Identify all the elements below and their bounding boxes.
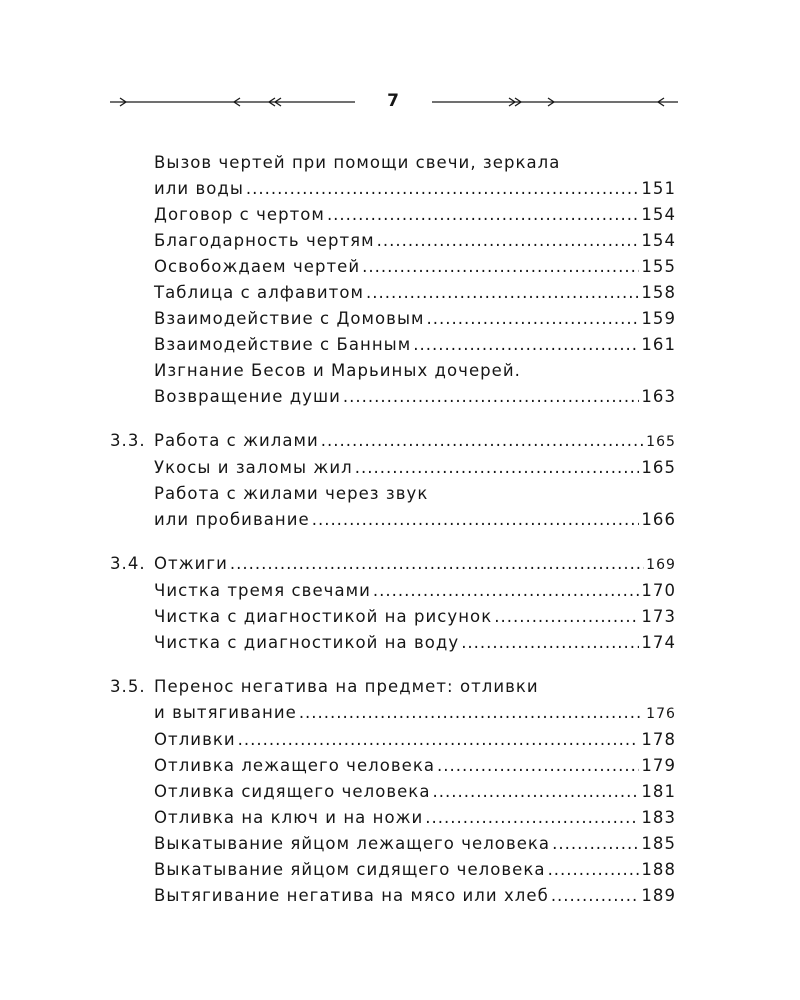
toc-entry-line bbox=[154, 674, 676, 700]
toc-entry[interactable] bbox=[154, 228, 676, 254]
toc-entry[interactable] bbox=[154, 831, 676, 857]
toc-entry-text bbox=[154, 306, 676, 332]
toc-entry-title: Отливка сидящего человека bbox=[154, 782, 431, 801]
toc-entry-line bbox=[154, 358, 676, 384]
table-of-contents bbox=[110, 150, 676, 909]
toc-entry-text bbox=[154, 428, 676, 455]
toc-page-number: 154 bbox=[641, 231, 676, 250]
toc-entry-title: Работа с жилами через звук bbox=[154, 484, 429, 503]
toc-section-entry[interactable] bbox=[110, 428, 676, 455]
dot-leader bbox=[366, 280, 639, 306]
toc-entry-title: Возвращение души bbox=[154, 387, 341, 406]
toc-entry-line bbox=[154, 150, 676, 176]
toc-entry-line bbox=[154, 428, 676, 455]
dot-leader bbox=[238, 727, 640, 753]
dot-leader bbox=[299, 700, 644, 726]
toc-entry[interactable] bbox=[154, 150, 676, 202]
page-header bbox=[110, 90, 680, 114]
toc-entry-line bbox=[154, 551, 676, 578]
dot-leader bbox=[343, 384, 639, 410]
toc-section-number: 3.5. bbox=[110, 677, 146, 696]
toc-page-number: 159 bbox=[641, 309, 676, 328]
dot-leader bbox=[327, 202, 639, 228]
toc-entry-title: Взаимодействие с Домовым bbox=[154, 309, 425, 328]
toc-entry-text bbox=[154, 228, 676, 254]
toc-entry[interactable] bbox=[154, 455, 676, 481]
toc-section-number: 3.4. bbox=[110, 554, 146, 573]
toc-entry[interactable] bbox=[154, 578, 676, 604]
dot-leader bbox=[321, 428, 644, 454]
toc-entry-line bbox=[154, 332, 676, 358]
toc-page-number: 165 bbox=[641, 458, 676, 477]
toc-entry-title: Укосы и заломы жил bbox=[154, 458, 353, 477]
toc-page-number: 166 bbox=[641, 510, 676, 529]
toc-entry-text bbox=[154, 280, 676, 306]
toc-entry-text bbox=[154, 630, 676, 656]
toc-entry[interactable] bbox=[154, 753, 676, 779]
toc-page-number: 176 bbox=[646, 706, 676, 722]
dot-leader bbox=[246, 176, 639, 202]
toc-entry-line bbox=[154, 280, 676, 306]
toc-entry-line bbox=[154, 228, 676, 254]
toc-entry-line bbox=[154, 384, 676, 410]
toc-entry-title: Чистка с диагностикой на воду bbox=[154, 633, 460, 652]
toc-page-number: 151 bbox=[641, 179, 676, 198]
toc-page-number: 163 bbox=[641, 387, 676, 406]
toc-entry-text bbox=[154, 202, 676, 228]
dot-leader bbox=[437, 753, 639, 779]
toc-entry-title: Отливка лежащего человека bbox=[154, 756, 436, 775]
toc-entry-line bbox=[154, 727, 676, 753]
toc-entry-title: Отжиги bbox=[154, 554, 228, 573]
toc-entry-title: Взаимодействие с Банным bbox=[154, 335, 412, 354]
toc-page-number: 158 bbox=[641, 283, 676, 302]
toc-entry-title: Чистка с диагностикой на рисунок bbox=[154, 607, 493, 626]
toc-entry-title: и вытягивание bbox=[154, 703, 297, 722]
toc-page-number: 169 bbox=[646, 557, 676, 573]
toc-entry-text bbox=[154, 254, 676, 280]
toc-entry-text bbox=[154, 805, 676, 831]
toc-entry-text bbox=[154, 831, 676, 857]
toc-entry-title: Перенос негатива на предмет: отливки bbox=[154, 677, 539, 696]
toc-entry-text bbox=[154, 332, 676, 358]
toc-entry-line bbox=[154, 254, 676, 280]
toc-entry-title: Выкатывание яйцом лежащего человека bbox=[154, 834, 551, 853]
toc-section-number: 3.3. bbox=[110, 431, 146, 450]
dot-leader bbox=[433, 779, 640, 805]
toc-entry-title: или пробивание bbox=[154, 510, 310, 529]
toc-entry-line bbox=[154, 455, 676, 481]
dot-leader bbox=[312, 507, 640, 533]
toc-entry-title: Отливки bbox=[154, 730, 236, 749]
dot-leader bbox=[373, 578, 639, 604]
toc-entry-line bbox=[154, 306, 676, 332]
toc-entry-text bbox=[154, 604, 676, 630]
toc-page-number: 174 bbox=[641, 633, 676, 652]
toc-page-number: 170 bbox=[641, 581, 676, 600]
toc-entry-text bbox=[154, 150, 676, 202]
toc-entry-title: Выкатывание яйцом сидящего человека bbox=[154, 860, 546, 879]
toc-entry-line bbox=[154, 507, 676, 533]
toc-entry-title: Чистка тремя свечами bbox=[154, 581, 371, 600]
dot-leader bbox=[427, 306, 640, 332]
toc-page-number: 178 bbox=[641, 730, 676, 749]
toc-entry-line bbox=[154, 481, 676, 507]
toc-entry-title: Изгнание Бесов и Марьиных дочерей. bbox=[154, 361, 521, 380]
toc-page-number: 161 bbox=[641, 335, 676, 354]
toc-entry-line bbox=[154, 883, 676, 909]
toc-entry-line bbox=[154, 700, 676, 727]
toc-page-number: 154 bbox=[641, 205, 676, 224]
toc-page-number: 179 bbox=[641, 756, 676, 775]
toc-entry-line bbox=[154, 176, 676, 202]
toc-entry[interactable] bbox=[154, 332, 676, 358]
dot-leader bbox=[230, 551, 644, 577]
toc-entry[interactable] bbox=[154, 481, 676, 533]
toc-page-number: 189 bbox=[641, 886, 676, 905]
dot-leader bbox=[548, 857, 640, 883]
toc-entry[interactable] bbox=[154, 883, 676, 909]
toc-entry-text bbox=[154, 674, 676, 727]
toc-entry[interactable] bbox=[154, 604, 676, 630]
toc-entry-title: Работа с жилами bbox=[154, 431, 319, 450]
toc-entry-line bbox=[154, 578, 676, 604]
toc-page-number: 183 bbox=[641, 808, 676, 827]
dot-leader bbox=[362, 254, 639, 280]
toc-entry-text bbox=[154, 551, 676, 578]
toc-entry-title: Освобождаем чертей bbox=[154, 257, 361, 276]
dot-leader bbox=[551, 883, 640, 909]
toc-entry[interactable] bbox=[154, 857, 676, 883]
toc-entry-text bbox=[154, 779, 676, 805]
toc-entry-text bbox=[154, 578, 676, 604]
toc-entry-text bbox=[154, 727, 676, 753]
toc-entry-text bbox=[154, 753, 676, 779]
toc-entry-line bbox=[154, 857, 676, 883]
toc-section-entry[interactable] bbox=[110, 674, 676, 727]
dot-leader bbox=[494, 604, 639, 630]
toc-entry[interactable] bbox=[154, 254, 676, 280]
toc-entry[interactable] bbox=[154, 202, 676, 228]
dot-leader bbox=[377, 228, 640, 254]
toc-entry-title: Благодарность чертям bbox=[154, 231, 375, 250]
toc-entry-line bbox=[154, 202, 676, 228]
toc-page-number: 181 bbox=[641, 782, 676, 801]
toc-entry-title: Таблица с алфавитом bbox=[154, 283, 364, 302]
toc-entry-line bbox=[154, 604, 676, 630]
toc-entry[interactable] bbox=[154, 779, 676, 805]
page-number: 7 bbox=[387, 91, 399, 111]
dot-leader bbox=[413, 332, 639, 358]
toc-entry-text bbox=[154, 883, 676, 909]
toc-page-number: 155 bbox=[641, 257, 676, 276]
toc-entry[interactable] bbox=[154, 727, 676, 753]
toc-page-number: 165 bbox=[646, 434, 676, 450]
toc-entry[interactable] bbox=[154, 306, 676, 332]
toc-entry-text bbox=[154, 857, 676, 883]
toc-entry-text bbox=[154, 358, 676, 410]
dot-leader bbox=[461, 630, 639, 656]
toc-entry-line bbox=[154, 753, 676, 779]
dot-leader bbox=[425, 805, 639, 831]
toc-page-number: 188 bbox=[641, 860, 676, 879]
toc-entry-title: Договор с чертом bbox=[154, 205, 325, 224]
toc-section-entry[interactable] bbox=[110, 551, 676, 578]
toc-entry-title: Вытягивание негатива на мясо или хлеб bbox=[154, 886, 549, 905]
toc-entry-line bbox=[154, 630, 676, 656]
toc-entry-line bbox=[154, 805, 676, 831]
toc-entry[interactable] bbox=[154, 630, 676, 656]
toc-entry-line bbox=[154, 831, 676, 857]
toc-entry-title: или воды bbox=[154, 179, 244, 198]
toc-entry-line bbox=[154, 779, 676, 805]
dot-leader bbox=[355, 455, 640, 481]
toc-entry[interactable] bbox=[154, 358, 676, 410]
toc-entry-text bbox=[154, 481, 676, 533]
toc-page-number: 185 bbox=[641, 834, 676, 853]
toc-entry-text bbox=[154, 455, 676, 481]
toc-entry-title: Вызов чертей при помощи свечи, зеркала bbox=[154, 153, 561, 172]
toc-page-number: 173 bbox=[641, 607, 676, 626]
toc-entry[interactable] bbox=[154, 805, 676, 831]
toc-entry[interactable] bbox=[154, 280, 676, 306]
toc-entry-title: Отливка на ключ и на ножи bbox=[154, 808, 424, 827]
dot-leader bbox=[552, 831, 639, 857]
